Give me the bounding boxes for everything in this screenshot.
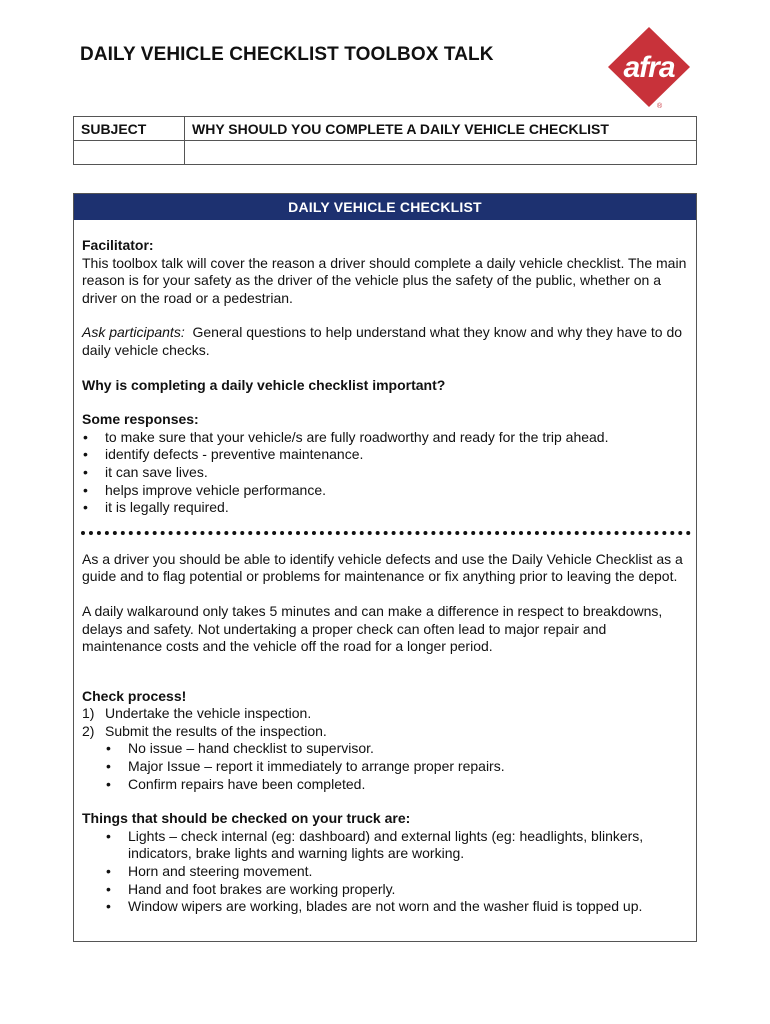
check-subitems-list — [82, 740, 688, 793]
step-number: 2) — [82, 722, 95, 739]
list-item: • Hand and foot brakes are working properly. — [82, 881, 688, 899]
step-number: 1) — [82, 705, 95, 722]
logo-registered-mark: ® — [657, 103, 663, 110]
list-item: • Window wipers are working, blades are not worn and the washer fluid is topped up. — [82, 898, 688, 916]
facilitator-text: This toolbox talk will cover the reason a driver should complete a daily vehicle checklist. The main reason is for your safety as the driver of the vehicle plus the safety of the public, whether on a driver on the road or a pedestrian. — [82, 254, 687, 306]
list-item: • No issue – hand checklist to supervisor. — [82, 740, 688, 758]
step-text: Submit the results of the inspection. — [105, 722, 327, 739]
list-item: • identify defects - preventive maintenance. — [82, 446, 688, 464]
list-item: • helps improve vehicle performance. — [82, 482, 688, 500]
walkaround-paragraph: A daily walkaround only takes 5 minutes and can make a difference in respect to breakdowns, delays and safety. Not undertaking a proper check can often lead to major repair and maintenance costs and the vehicle off the road for a longer period. — [82, 602, 663, 655]
list-item: • it is legally required. — [82, 499, 688, 517]
section-banner: DAILY VEHICLE CHECKLIST — [74, 194, 696, 220]
subject-value: WHY SHOULD YOU COMPLETE A DAILY VEHICLE CHECKLIST — [185, 117, 697, 141]
responses-heading: Some responses: — [82, 411, 199, 428]
driver-paragraph: As a driver you should be able to identify vehicle defects and use the Daily Vehicle Checklist as a guide and to flag potential or problems for maintenance or fix anything prior to leaving the depot. — [82, 550, 683, 585]
why-question: Why is completing a daily vehicle checklist important? — [82, 376, 446, 393]
ask-participants — [82, 324, 688, 359]
subject-table — [73, 116, 697, 165]
check-process-heading: Check process! — [82, 687, 187, 704]
subject-empty-row — [74, 141, 697, 165]
step-text: Undertake the vehicle inspection. — [105, 705, 312, 722]
subject-row — [74, 117, 697, 141]
ask-label: Ask participants: — [82, 324, 185, 341]
subject-label: SUBJECT — [74, 117, 185, 141]
checklist-section — [73, 193, 697, 942]
subject-empty-cell-2 — [185, 141, 697, 165]
responses-list — [82, 429, 688, 517]
logo-text: afra — [623, 51, 675, 84]
document-title: DAILY VEHICLE CHECKLIST TOOLBOX TALK — [80, 44, 494, 65]
afra-logo — [605, 24, 695, 110]
list-item: • to make sure that your vehicle/s are fully roadworthy and ready for the trip ahead. — [82, 429, 688, 447]
afra-logo-icon — [605, 24, 695, 110]
list-item: • Horn and steering movement. — [82, 863, 688, 881]
dotted-divider — [81, 531, 691, 535]
facilitator-heading: Facilitator: — [82, 237, 154, 253]
check-steps-list — [82, 705, 688, 740]
list-item: • Lights – check internal (eg: dashboard) and external lights (eg: headlights, blinkers, indicators, brake lights and warning lights are working. — [82, 828, 688, 863]
list-item: • it can save lives. — [82, 464, 688, 482]
list-item — [82, 705, 688, 723]
section-content — [74, 220, 696, 916]
things-heading: Things that should be checked on your truck are: — [82, 810, 411, 827]
list-item: • Major Issue – report it immediately to arrange proper repairs. — [82, 758, 688, 776]
subject-empty-cell-1 — [74, 141, 185, 165]
list-item — [82, 723, 688, 741]
ask-text: General questions to help understand what they know and why they have to do daily vehicle checks. — [82, 324, 686, 358]
list-item: • Confirm repairs have been completed. — [82, 776, 688, 794]
things-list — [82, 828, 688, 916]
